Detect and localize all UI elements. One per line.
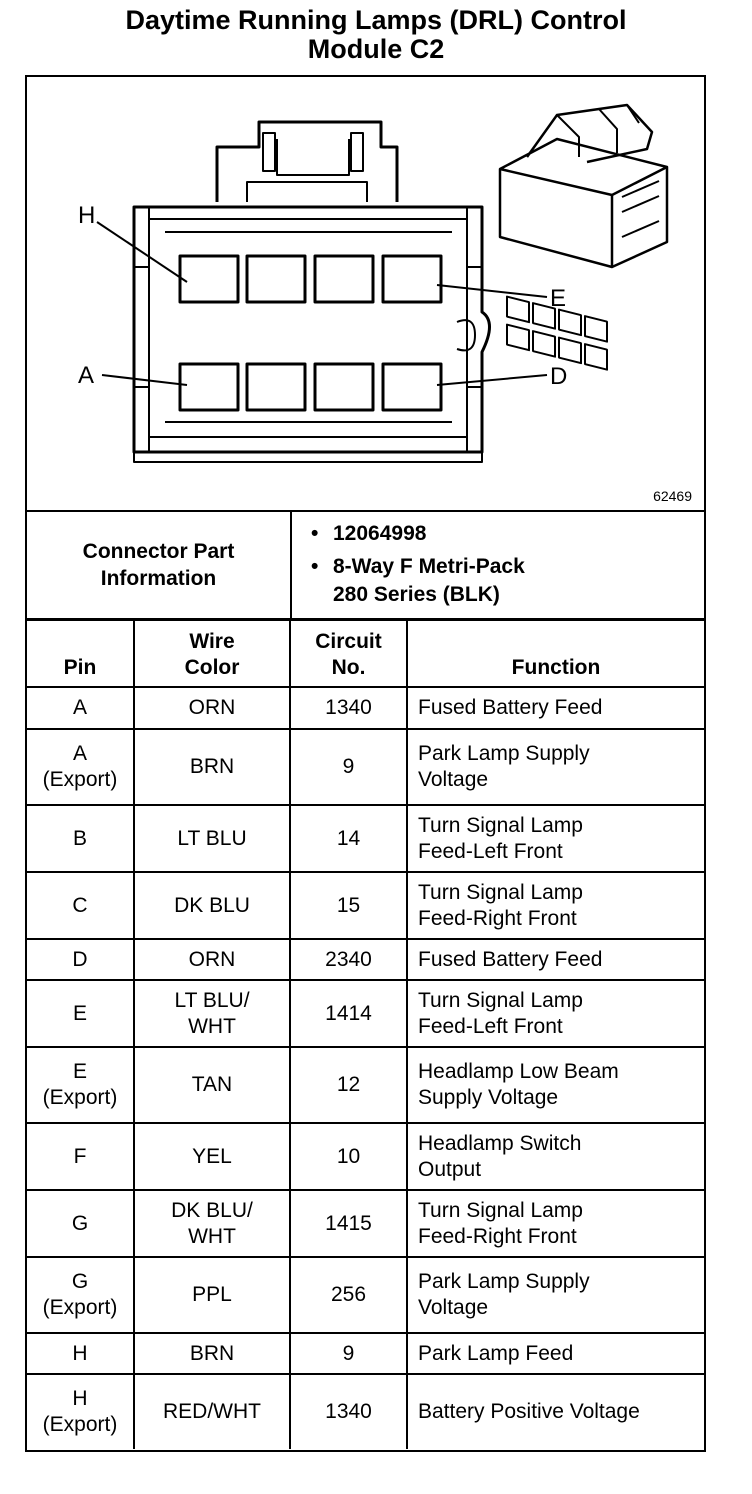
table-row [27,980,704,1047]
pin-cell: A (Export) [27,729,134,805]
pin-cell: H [27,1333,134,1374]
wire-color-cell: TAN [134,1047,290,1123]
wire-color-cell: YEL [134,1123,290,1190]
circuit-cell: 9 [290,1333,407,1374]
circuit-cell: 15 [290,872,407,939]
pin-cell: D [27,939,134,980]
header-wire-color-text: Wire Color [184,630,240,679]
function-cell: Fused Battery Feed [407,939,704,980]
table-row [27,939,704,980]
circuit-cell: 2340 [290,939,407,980]
pin-label-h: H [78,202,96,229]
function-cell: Park Lamp Supply Voltage [407,729,704,805]
function-cell: Turn Signal Lamp Feed-Left Front [407,805,704,872]
pin-table-body [27,687,704,1449]
circuit-cell: 9 [290,729,407,805]
function-cell: Headlamp Switch Output [407,1123,704,1190]
pin-cell: H (Export) [27,1374,134,1449]
function-cell: Turn Signal Lamp Feed-Right Front [407,872,704,939]
connector-diagram [27,77,704,512]
function-cell: Turn Signal Lamp Feed-Right Front [407,1190,704,1257]
pin-cell: B [27,805,134,872]
header-function: Function [407,620,704,687]
pin-label-d: D [550,363,568,390]
table-row [27,1374,704,1449]
connector-info-item [307,520,525,548]
wire-color-cell: PPL [134,1257,290,1333]
table-row [27,872,704,939]
table-row [27,1190,704,1257]
page-title [0,6,752,64]
title-line-2: Module C2 [307,34,445,64]
title-line-1: Daytime Running Lamps (DRL) Control [125,5,627,35]
function-cell: Turn Signal Lamp Feed-Left Front [407,980,704,1047]
pin-cell: G [27,1190,134,1257]
connector-info-item [307,553,525,609]
wire-color-cell: BRN [134,729,290,805]
pin-cell: E (Export) [27,1047,134,1123]
wire-color-cell: LT BLU [134,805,290,872]
table-row [27,1123,704,1190]
wire-color-cell: DK BLU [134,872,290,939]
figure-id: 62469 [653,488,692,504]
pin-cell: F [27,1123,134,1190]
pin-table [27,619,704,1449]
wire-color-cell: BRN [134,1333,290,1374]
table-row [27,1047,704,1123]
pin-cell: G (Export) [27,1257,134,1333]
circuit-cell: 256 [290,1257,407,1333]
header-circuit-no [290,620,407,687]
table-row [27,729,704,805]
connector-part-info [27,512,704,620]
connector-info-list [307,520,525,614]
wire-color-cell: DK BLU/ WHT [134,1190,290,1257]
wire-color-cell: ORN [134,687,290,729]
function-cell: Fused Battery Feed [407,687,704,729]
pin-label-a: A [78,362,95,389]
part-number: • 12064998 [333,522,427,545]
function-cell: Headlamp Low Beam Supply Voltage [407,1047,704,1123]
header-circuit-no-text: Circuit No. [315,630,382,679]
table-row [27,687,704,729]
pin-label-e: E [550,285,567,312]
table-header-row [27,620,704,687]
circuit-cell: 1414 [290,980,407,1047]
circuit-cell: 1340 [290,687,407,729]
connector-info-label [27,512,292,618]
function-cell: Park Lamp Feed [407,1333,704,1374]
table-row [27,805,704,872]
connector-face-drawing [27,77,704,510]
circuit-cell: 14 [290,805,407,872]
circuit-cell: 1415 [290,1190,407,1257]
table-row [27,1333,704,1374]
wire-color-cell: ORN [134,939,290,980]
connector-info-label-text: Connector Part Information [82,540,235,590]
wire-color-cell: RED/WHT [134,1374,290,1449]
function-cell: Battery Positive Voltage [407,1374,704,1449]
circuit-cell: 1340 [290,1374,407,1449]
function-cell: Park Lamp Supply Voltage [407,1257,704,1333]
header-wire-color [134,620,290,687]
table-row [27,1257,704,1333]
wire-color-cell: LT BLU/ WHT [134,980,290,1047]
circuit-cell: 10 [290,1123,407,1190]
header-pin: Pin [27,620,134,687]
pin-cell: E [27,980,134,1047]
pin-cell: C [27,872,134,939]
circuit-cell: 12 [290,1047,407,1123]
connector-sheet [25,75,706,1452]
connector-type: • 8-Way F Metri-Pack 280 Series (BLK) [333,555,525,606]
pin-cell: A [27,687,134,729]
